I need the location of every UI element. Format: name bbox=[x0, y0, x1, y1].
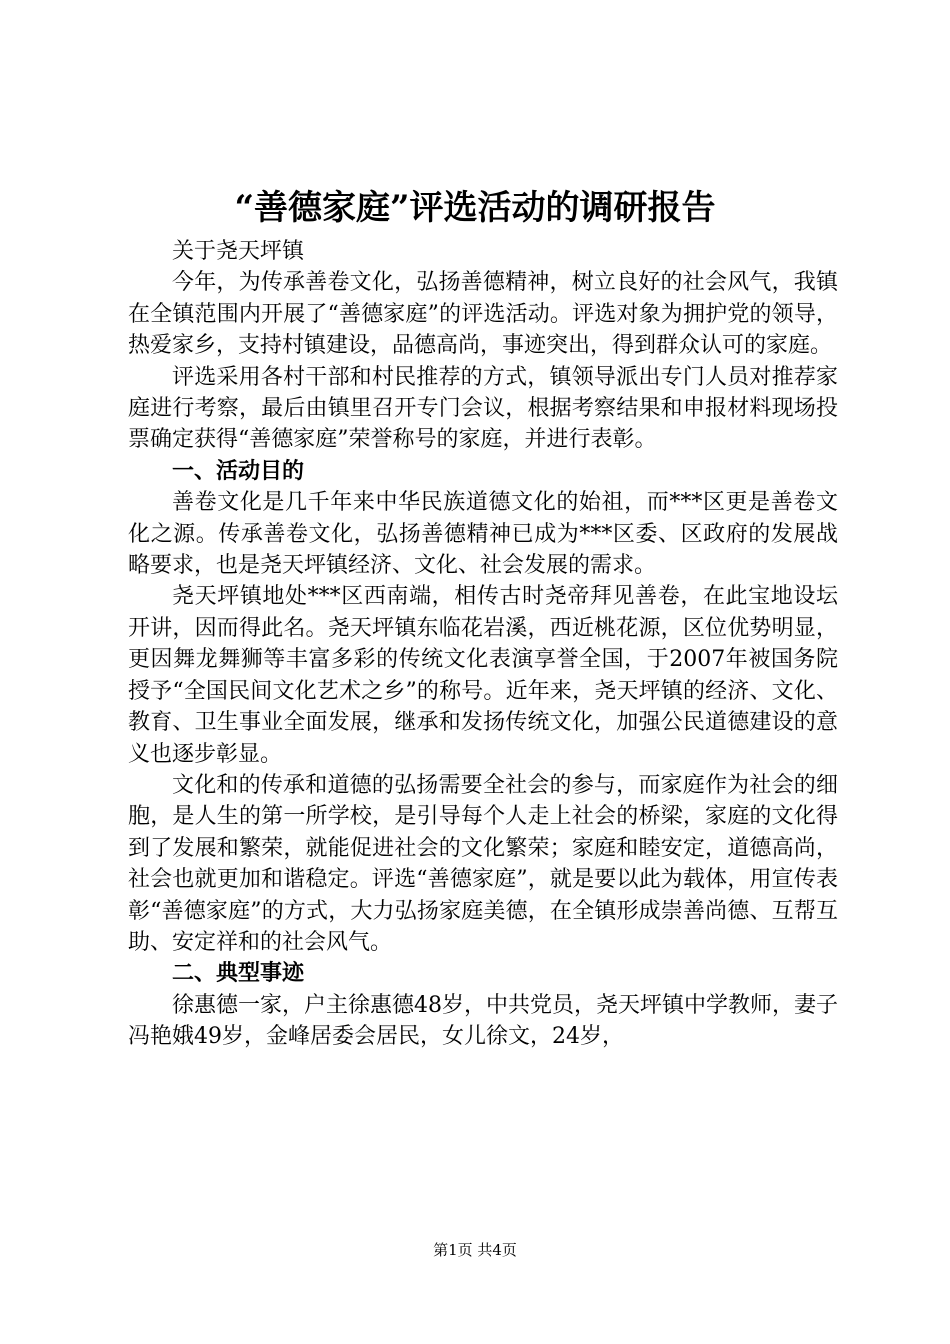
paragraph: 尧天坪镇地处***区西南端，相传古时尧帝拜见善卷，在此宝地设坛开讲，因而得此名。尧天坪镇东临花岩溪，西近桃花源，区位优势明显，更因舞龙舞狮等丰富多彩的传统文化表演享誉全国，于2007年被国务院授予“全国民间文化艺术之乡”的称号。近年来，尧天坪镇的经济、文化、教育、卫生事业全面发展，继承和发扬传统文化，加强公民道德建设的意义也逐步彰显。 bbox=[128, 584, 838, 767]
paragraph: 今年，为传承善卷文化，弘扬善德精神，树立良好的社会风气，我镇在全镇范围内开展了“善德家庭”的评选活动。评选对象为拥护党的领导，热爱家乡，支持村镇建设，品德高尚，事迹突出，得到群众认可的家庭。 bbox=[128, 270, 838, 359]
page-footer: 第1页 共4页 bbox=[433, 1241, 517, 1259]
document-body bbox=[128, 236, 838, 1053]
paragraph: 徐惠德一家，户主徐惠德48岁，中共党员，尧天坪镇中学教师，妻子冯艳娥49岁，金峰居委会居民，女儿徐文，24岁， bbox=[128, 992, 838, 1050]
paragraph: 评选采用各村干部和村民推荐的方式，镇领导派出专门人员对推荐家庭进行考察，最后由镇里召开专门会议，根据考察结果和申报材料现场投票确定获得“善德家庭”荣誉称号的家庭，并进行表彰。 bbox=[128, 364, 838, 453]
paragraph: 关于尧天坪镇 bbox=[172, 239, 305, 264]
document-title: “善德家庭”评选活动的调研报告 bbox=[234, 188, 716, 228]
section-heading: 一、活动目的 bbox=[172, 457, 305, 484]
section-heading: 二、典型事迹 bbox=[172, 960, 305, 987]
paragraph: 文化和的传承和道德的弘扬需要全社会的参与，而家庭作为社会的细胞，是人生的第一所学校，是引导每个人走上社会的桥梁，家庭的文化得到了发展和繁荣，就能促进社会的文化繁荣；家庭和睦安定，道德高尚，社会也就更加和谐稳定。评选“善德家庭”，就是要以此为载体，用宣传表彰“善德家庭”的方式，大力弘扬家庭美德，在全镇形成崇善尚德、互帮互助、安定祥和的社会风气。 bbox=[128, 772, 838, 955]
paragraph: 善卷文化是几千年来中华民族道德文化的始祖，而***区更是善卷文化之源。传承善卷文化，弘扬善德精神已成为***区委、区政府的发展战略要求，也是尧天坪镇经济、文化、社会发展的需求。 bbox=[128, 490, 838, 579]
